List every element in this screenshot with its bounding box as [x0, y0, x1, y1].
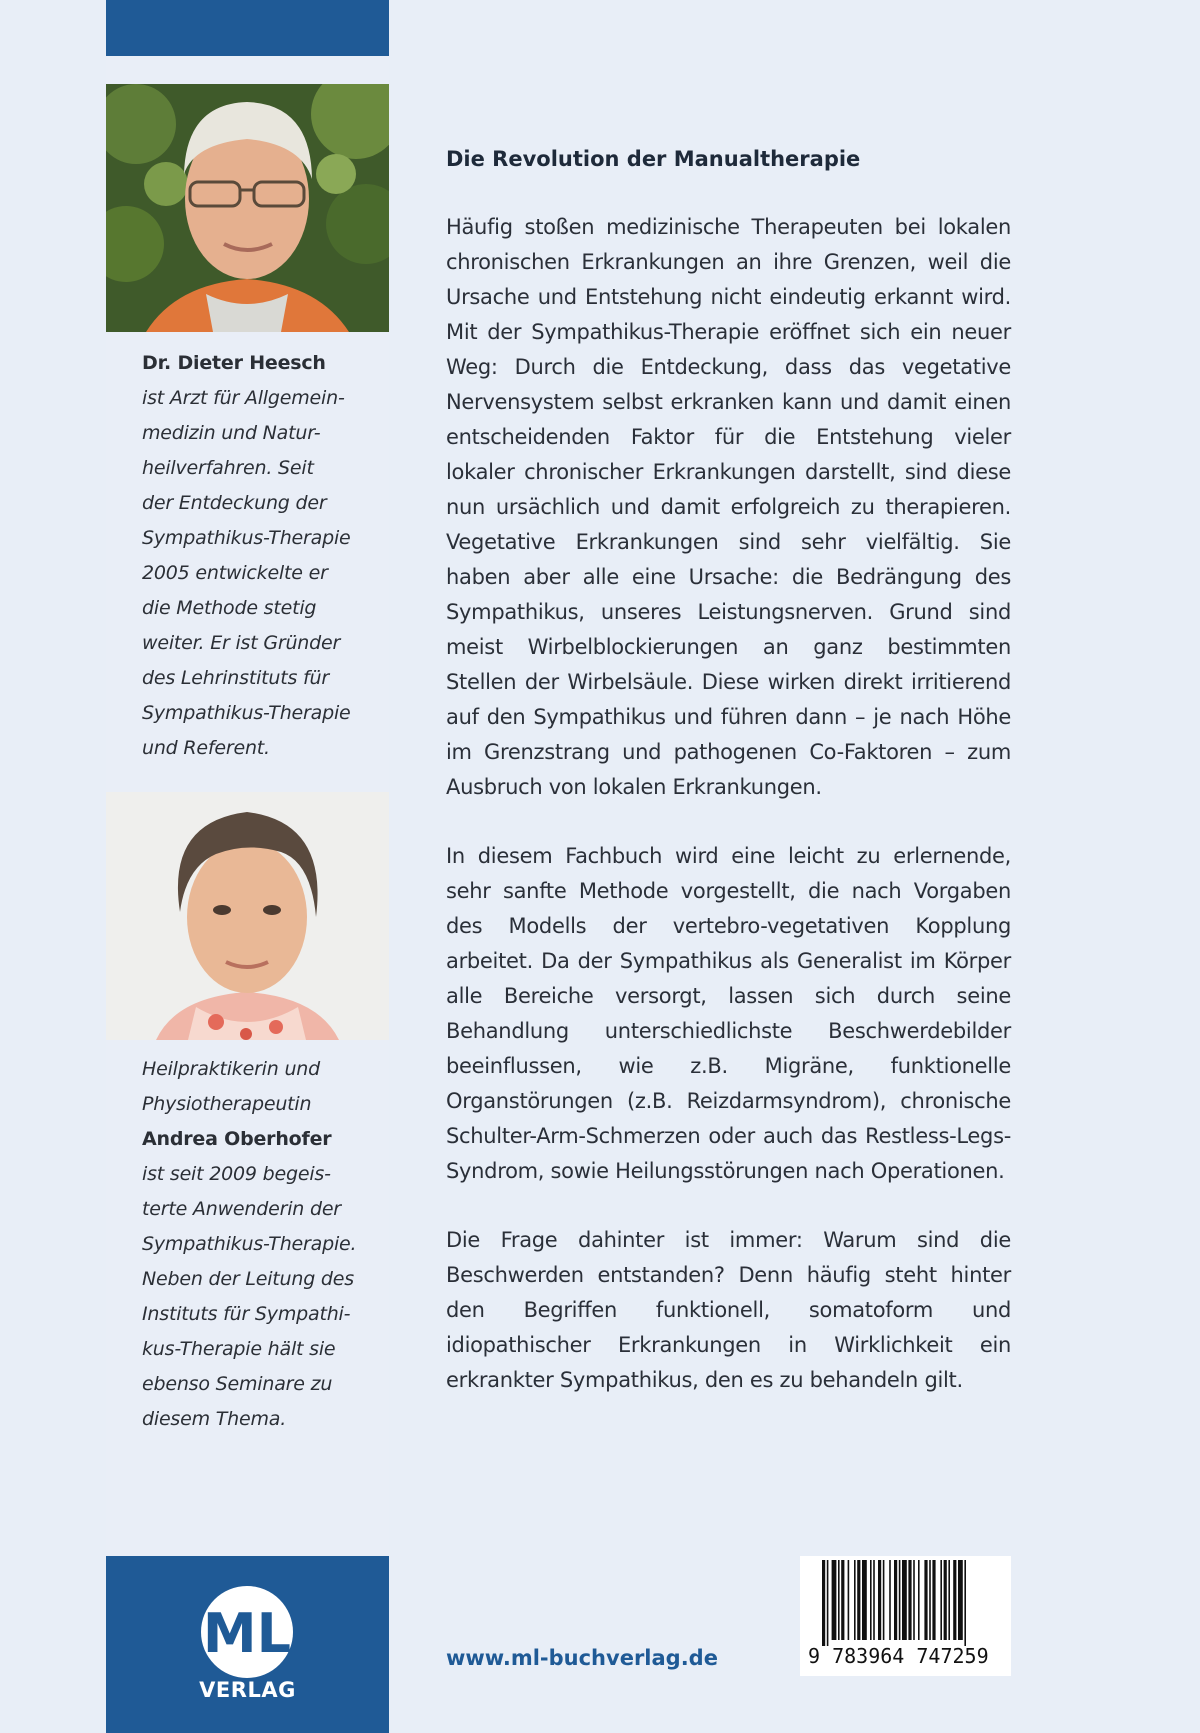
isbn-barcode — [800, 1556, 1011, 1676]
barcode-bar — [940, 1560, 942, 1640]
logo-subtitle: VERLAG — [199, 1678, 296, 1702]
paragraph: In diesem Fachbuch wird eine leicht zu erlernende, sehr sanfte Methode vorgestellt, die nach Vorgaben des Modells der vertebro-vegetativen Kopplung arbeitet. Da der Sympathikus als Generalist im Körper alle Bereiche versorgt, lassen sich durch seine Behandlung unterschiedlichste Beschwerdebilder beeinflussen, wie z.B. Migräne, funktionelle Organstörungen (z.B. Reizdarmsyndrom), chronische Schulter-Arm-Schmerzen oder auch das Restless-Legs-Syndrom, sowie Heilungsstörungen nach Operationen. — [446, 844, 1011, 1183]
barcode-bar — [827, 1560, 829, 1646]
barcode-bar — [932, 1560, 935, 1640]
barcode-bar — [841, 1560, 844, 1640]
author2-bio-line: Sympathikus-Therapie. — [142, 1233, 357, 1255]
author1-bio-line: weiter. Er ist Gründer — [142, 632, 341, 654]
barcode-bar — [854, 1560, 856, 1640]
logo-letters: ML — [202, 1602, 292, 1665]
author2-intro-line: Heilpraktikerin und — [142, 1058, 320, 1080]
author1-bio-line: des Lehrinstituts für — [142, 667, 329, 689]
author1-photo — [106, 84, 389, 332]
author2-bio-line: ebenso Seminare zu — [142, 1373, 333, 1395]
barcode-bar — [908, 1560, 911, 1640]
barcode-bar — [902, 1560, 907, 1640]
barcode-bar — [964, 1560, 966, 1646]
author2-bio-line: kus-Therapie hält sie — [142, 1338, 336, 1360]
author1-name: Dr. Dieter Heesch — [142, 352, 326, 374]
barcode-bar — [899, 1560, 901, 1640]
author1-bio-line: Sympathikus-Therapie — [142, 527, 351, 549]
author1-bio-line: Sympathikus-Therapie — [142, 702, 351, 724]
author2-bio — [142, 1052, 382, 1437]
author1-bio — [142, 346, 382, 766]
barcode-bar — [862, 1560, 867, 1640]
top-color-bar — [106, 0, 389, 56]
barcode-bar — [848, 1560, 850, 1640]
author2-photo — [106, 792, 389, 1040]
barcode-bar — [822, 1560, 825, 1646]
author2-intro-line: Physiotherapeutin — [142, 1093, 312, 1115]
barcode-bar — [958, 1560, 963, 1640]
paragraph: Häufig stoßen medizinische Therapeuten bei lokalen chronischen Erkrankungen an ihre Grenzen, weil die Ursache und Entstehung nicht eindeutig erkannt wird. Mit der Sympathikus-Therapie eröffnet sich ein neuer Weg: Durch die Entdeckung, dass das vegetative Nervensystem selbst erkranken kann und damit einen entscheidenden Faktor für die Entstehung vieler lokaler chronischer Erkrankungen darstellt, sind diese nun ursächlich und damit erfolgreich zu therapieren. Vegetative Erkrankungen sind sehr vielfältig. Sie haben aber alle eine Ursache: die Bedrängung des Sympathikus, unseres Leistungsnerven. Grund sind meist Wirbelblockierungen an ganz bestimmten Stellen der Wirbelsäule. Diese wirken direkt irritierend auf den Sympathikus und führen dann – je nach Höhe im Grenzstrang und pathogenen Co-Faktoren – zum Ausbruch von lokalen Erkrankungen. — [446, 215, 1011, 799]
author2-bio-line: Neben der Leitung des — [142, 1268, 354, 1290]
main-content — [446, 142, 1011, 1432]
barcode-bar — [913, 1560, 915, 1640]
barcode-bar — [838, 1560, 840, 1640]
barcode-bar — [870, 1560, 872, 1640]
author1-bio-line: 2005 entwickelte er — [142, 562, 328, 584]
headline: Die Revolution der Manualtherapie — [446, 147, 861, 171]
barcode-bar — [857, 1560, 860, 1640]
author2-bio-line: Instituts für Sympathi- — [142, 1303, 351, 1325]
barcode-bars — [800, 1556, 1011, 1646]
author2-bio-line: ist seit 2009 begeis- — [142, 1163, 331, 1185]
barcode-bar — [878, 1560, 881, 1640]
author1-bio-line: heilverfahren. Seit — [142, 457, 314, 479]
barcode-bar — [924, 1560, 927, 1640]
publisher-logo — [106, 1556, 389, 1733]
barcode-bar — [944, 1560, 947, 1640]
barcode-bar — [894, 1560, 897, 1640]
paragraph: Die Frage dahinter ist immer: Warum sind die Beschwerden entstanden? Denn häufig steht hinter den Begriffen funktionell, somatoform und idiopathischer Erkrankungen in Wirklichkeit ein erkrankter Sympathikus, den es zu behandeln gilt. — [446, 1228, 1011, 1392]
author1-bio-line: ist Arzt für Allgemein- — [142, 387, 345, 409]
author2-bio-line: terte Anwenderin der — [142, 1198, 341, 1220]
author2-bio-line: diesem Thema. — [142, 1408, 287, 1430]
barcode-bar — [918, 1560, 920, 1640]
author1-bio-line: medizin und Natur- — [142, 422, 321, 444]
barcode-bar — [953, 1560, 956, 1640]
barcode-bar — [883, 1560, 885, 1640]
author1-bio-line: und Referent. — [142, 737, 270, 759]
website-link[interactable]: www.ml-buchverlag.de — [446, 1646, 718, 1670]
author1-bio-line: der Entdeckung der — [142, 492, 327, 514]
barcode-bar — [948, 1560, 950, 1640]
barcode-bar — [832, 1560, 837, 1640]
barcode-number: 9 783964 747259 — [808, 1644, 989, 1668]
barcode-bar — [873, 1560, 875, 1640]
author1-bio-line: die Methode stetig — [142, 597, 317, 619]
barcode-bar — [929, 1560, 931, 1640]
barcode-bar — [889, 1560, 891, 1640]
author2-name: Andrea Oberhofer — [142, 1128, 332, 1150]
